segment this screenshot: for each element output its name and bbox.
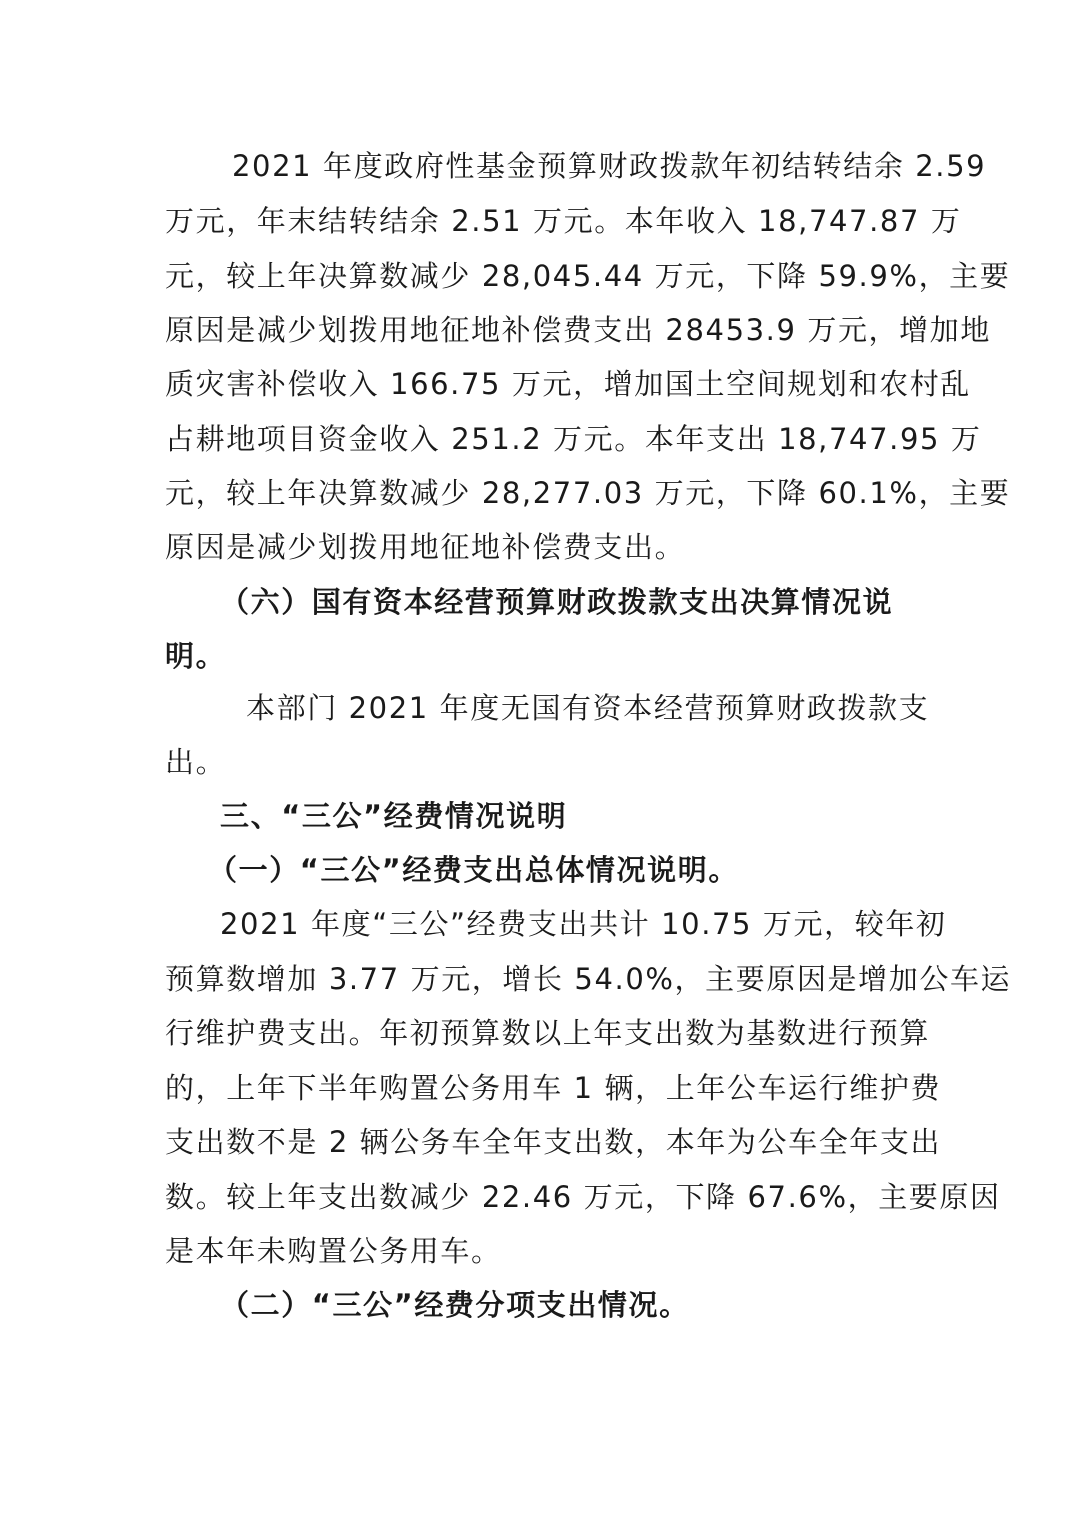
subsection-heading-one: （一）“三公”经费支出总体情况说明。 (208, 853, 739, 887)
text-line: 2021 年度政府性基金预算财政拨款年初结转结余 2.59 (232, 149, 987, 183)
text-line: 的，上年下半年购置公务用车 1 辆，上年公车运行维护费 (165, 1071, 942, 1105)
text-line: 行维护费支出。年初预算数以上年支出数为基数进行预算 (165, 1016, 931, 1050)
text-line: 是本年未购置公务用车。 (165, 1234, 502, 1268)
text-line: 出。 (165, 745, 227, 779)
heading-line: 明。 (165, 639, 227, 673)
text-line: 占耕地项目资金收入 251.2 万元。本年支出 18,747.95 万 (165, 422, 982, 456)
heading-line: （六）国有资本经营预算财政拨款支出决算情况说 (220, 585, 894, 619)
text-line: 预算数增加 3.77 万元，增长 54.0%，主要原因是增加公车运 (165, 962, 1012, 996)
subsection-heading-two: （二）“三公”经费分项支出情况。 (220, 1288, 690, 1322)
text-line: 原因是减少划拨用地征地补偿费支出。 (165, 530, 686, 564)
text-line: 2021 年度“三公”经费支出共计 10.75 万元，较年初 (220, 907, 947, 941)
text-line: 数。较上年支出数减少 22.46 万元，下降 67.6%，主要原因 (165, 1180, 1001, 1214)
text-line: 支出数不是 2 辆公务车全年支出数，本年为公车全年支出 (165, 1125, 942, 1159)
text-line: 原因是减少划拨用地征地补偿费支出 28453.9 万元，增加地 (165, 313, 991, 347)
text-line: 元，较上年决算数减少 28,277.03 万元，下降 60.1%，主要 (165, 476, 1011, 510)
text-line: 质灾害补偿收入 166.75 万元，增加国土空间规划和农村乱 (165, 367, 971, 401)
section-heading-three: 三、“三公”经费情况说明 (220, 799, 568, 833)
text-line: 元，较上年决算数减少 28,045.44 万元，下降 59.9%，主要 (165, 259, 1011, 293)
text-line: 万元，年末结转结余 2.51 万元。本年收入 18,747.87 万 (165, 204, 962, 238)
text-line: 本部门 2021 年度无国有资本经营预算财政拨款支 (246, 691, 930, 725)
